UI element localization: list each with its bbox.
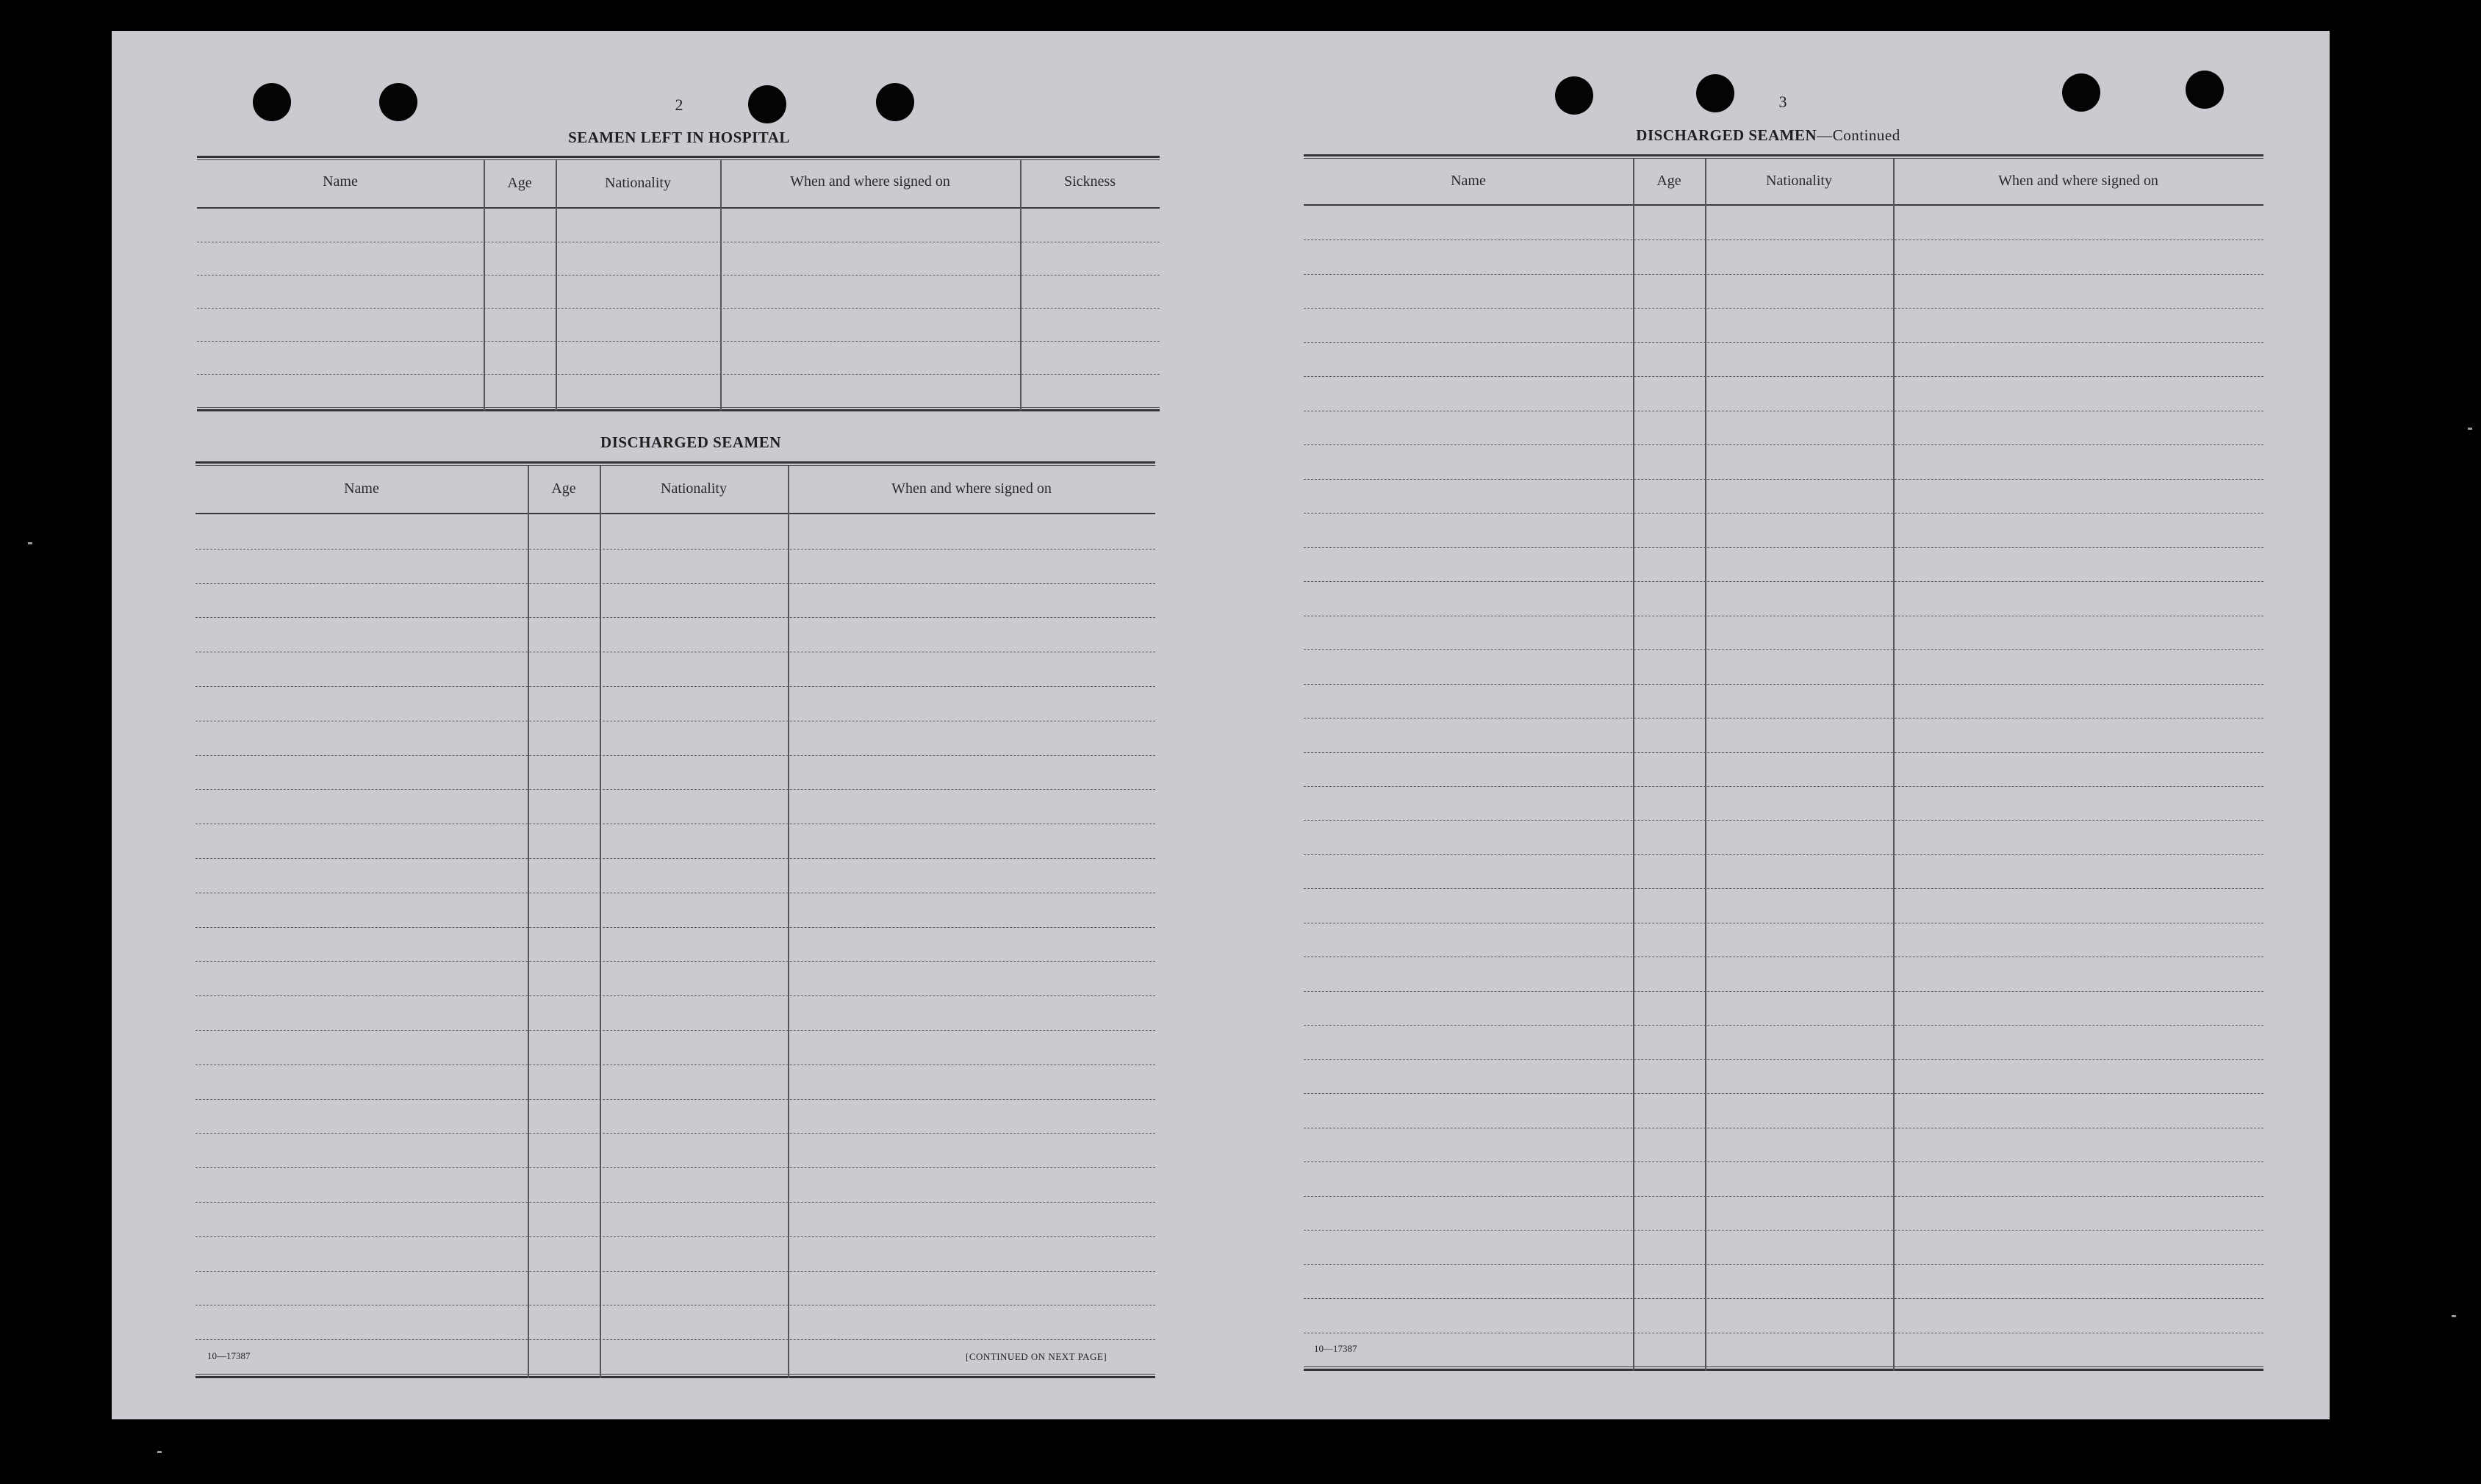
table-row: [195, 1099, 1155, 1100]
table-row: [195, 961, 1155, 962]
discharged-section-title: DISCHARGED SEAMEN: [600, 433, 781, 451]
table-rule: [197, 407, 1160, 408]
hospital-table: [197, 156, 1160, 411]
punch-hole: [1696, 74, 1734, 112]
column-header-name: Name: [1451, 173, 1486, 189]
table-row: [195, 995, 1155, 996]
column-header-nationality: Nationality: [661, 480, 727, 497]
table-row: [195, 1030, 1155, 1031]
column-header-sickness: Sickness: [1064, 173, 1116, 190]
table-rule: [1304, 1366, 2263, 1367]
right-form-number: 10—17387: [1314, 1343, 1357, 1354]
punch-hole: [379, 83, 417, 121]
table-row: [1304, 649, 2263, 650]
table-rule: [1304, 1369, 2263, 1371]
table-row: [1304, 820, 2263, 821]
table-row: [195, 789, 1155, 790]
table-row: [197, 374, 1160, 375]
table-row: [1304, 308, 2263, 309]
column-divider: [1893, 159, 1895, 1371]
table-rule: [195, 1374, 1155, 1375]
scan-speck: [2468, 428, 2472, 430]
table-row: [1304, 479, 2263, 480]
table-row: [195, 1236, 1155, 1237]
table-row: [1304, 991, 2263, 992]
table-rule: [1304, 154, 2263, 156]
table-row: [1304, 1161, 2263, 1162]
table-row: [195, 1271, 1155, 1272]
table-row: [195, 927, 1155, 928]
document-sheet: [112, 31, 2330, 1419]
table-row: [1304, 239, 2263, 240]
table-rule: [197, 409, 1160, 411]
table-row: [1304, 752, 2263, 753]
table-row: [195, 1339, 1155, 1340]
table-row: [197, 341, 1160, 342]
table-rule: [195, 1376, 1155, 1378]
punch-hole: [2062, 73, 2100, 112]
table-row: [195, 686, 1155, 687]
left-form-number: 10—17387: [207, 1350, 251, 1361]
scan-speck: [157, 1451, 162, 1453]
table-row: [195, 1133, 1155, 1134]
column-divider: [788, 466, 789, 1378]
table-row: [1304, 581, 2263, 582]
right-page-number: 3: [1778, 93, 1787, 111]
table-row: [1304, 1298, 2263, 1299]
table-row: [195, 1202, 1155, 1203]
column-divider: [1633, 159, 1634, 1371]
table-row: [1304, 786, 2263, 787]
table-row: [1304, 444, 2263, 445]
column-header-when-where: When and where signed on: [790, 173, 950, 190]
table-header-rule: [195, 513, 1155, 514]
table-row: [1304, 547, 2263, 548]
table-row: [197, 308, 1160, 309]
table-header-rule: [197, 207, 1160, 209]
hospital-section-title: SEAMEN LEFT IN HOSPITAL: [568, 129, 790, 146]
column-header-name: Name: [344, 480, 379, 497]
scan-speck: [28, 542, 32, 544]
table-row: [1304, 888, 2263, 889]
table-row: [195, 755, 1155, 756]
table-row: [1304, 1093, 2263, 1094]
table-row: [195, 1167, 1155, 1168]
punch-hole: [2186, 71, 2224, 109]
column-header-name: Name: [323, 173, 358, 190]
column-header-age: Age: [1656, 173, 1681, 189]
table-rule: [197, 159, 1160, 160]
table-rule: [197, 156, 1160, 158]
punch-hole: [876, 83, 914, 121]
discharged-continued-title: [1636, 126, 1900, 145]
table-row: [1304, 513, 2263, 514]
column-divider: [528, 466, 529, 1378]
punch-hole: [748, 85, 786, 123]
table-rule: [1304, 158, 2263, 159]
table-rule: [195, 461, 1155, 464]
table-row: [1304, 376, 2263, 377]
column-divider: [1705, 159, 1706, 1371]
left-page-number: 2: [675, 96, 683, 114]
column-divider: [600, 466, 601, 1378]
table-row: [195, 617, 1155, 618]
table-row: [1304, 1025, 2263, 1026]
punch-hole: [253, 83, 291, 121]
column-header-age: Age: [507, 175, 532, 191]
table-row: [1304, 684, 2263, 685]
column-header-nationality: Nationality: [1766, 173, 1832, 189]
scan-speck: [2452, 1315, 2456, 1317]
table-row: [1304, 854, 2263, 855]
punch-hole: [1555, 76, 1593, 115]
table-rule: [195, 465, 1155, 466]
table-header-rule: [1304, 204, 2263, 206]
discharged-table: [195, 461, 1155, 1378]
table-row: [1304, 1230, 2263, 1231]
table-row: [1304, 1264, 2263, 1265]
table-row: [195, 549, 1155, 550]
table-row: [1304, 274, 2263, 275]
discharged-continued-title-suffix: —Continued: [1817, 126, 1900, 144]
continued-note: [CONTINUED ON NEXT PAGE]: [966, 1351, 1107, 1362]
column-header-when-where: When and where signed on: [1998, 173, 2158, 189]
column-header-age: Age: [551, 480, 576, 497]
table-row: [195, 583, 1155, 584]
table-row: [1304, 342, 2263, 343]
table-row: [1304, 1059, 2263, 1060]
table-row: [195, 858, 1155, 859]
discharged-continued-table: [1304, 154, 2263, 1371]
column-header-when-where: When and where signed on: [891, 480, 1052, 497]
table-row: [1304, 1196, 2263, 1197]
column-header-nationality: Nationality: [605, 175, 671, 191]
discharged-continued-title-main: DISCHARGED SEAMEN: [1636, 126, 1817, 144]
